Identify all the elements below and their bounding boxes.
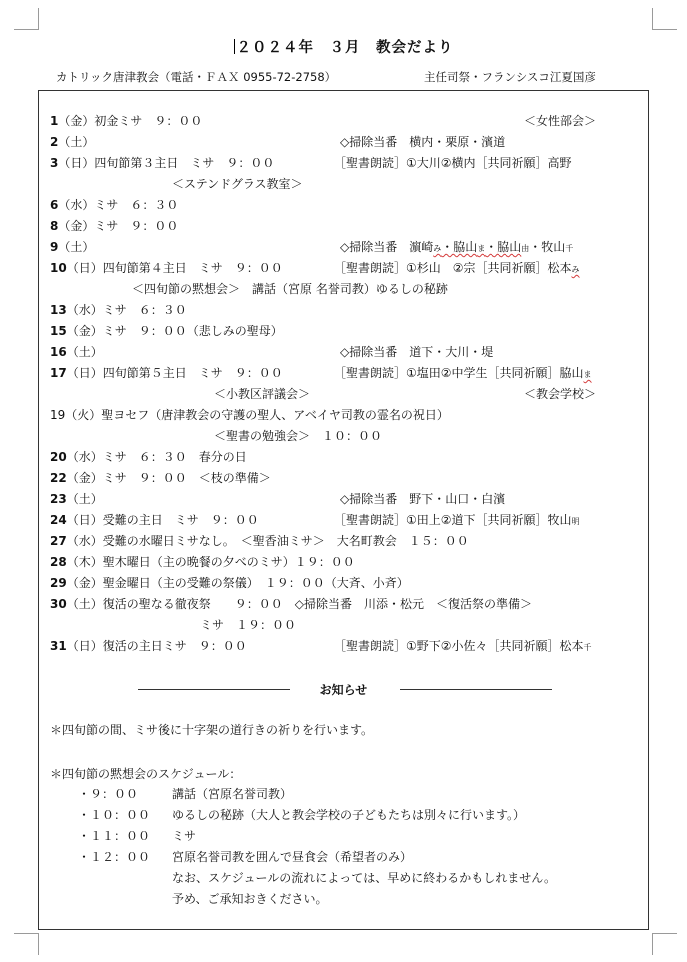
day-number: 28 xyxy=(50,555,67,569)
day-number: 2 xyxy=(50,135,59,149)
day-number: 8 xyxy=(50,219,59,233)
schedule-row xyxy=(50,407,449,423)
day-number: 31 xyxy=(50,639,67,653)
event-note: ＜聖書の勉強会＞ １０：００ xyxy=(214,429,383,443)
weekday: （日） xyxy=(58,156,95,170)
schedule-row xyxy=(50,323,283,339)
notice-heading: お知らせ xyxy=(319,683,368,697)
retreat-time: ・１１：００ xyxy=(78,829,151,843)
event-note: ミサ １９：００ xyxy=(200,618,297,632)
crop-mark xyxy=(14,933,39,934)
day-number: 27 xyxy=(50,534,67,548)
document-title xyxy=(0,36,687,57)
event-text: ミサ ６：３０ xyxy=(102,303,187,317)
crop-mark xyxy=(38,933,39,955)
weekday: （日） xyxy=(66,513,103,527)
schedule-frame xyxy=(38,90,649,930)
reading-assignment: ［聖書朗読］①大川②横内［共同祈願］高野 xyxy=(334,156,572,170)
schedule-row xyxy=(50,470,271,486)
event-note: ＜ステンドグラス教室＞ xyxy=(172,177,303,191)
schedule-row xyxy=(50,260,283,276)
event-text: 聖木曜日（主の晩餐の夕べのミサ）１９：００ xyxy=(102,555,355,569)
name-suffix: 明 xyxy=(571,517,580,526)
weekday: （土） xyxy=(58,240,95,254)
schedule-row xyxy=(50,239,94,255)
retreat-desc: 講話（宮原名誉司教） xyxy=(172,787,293,801)
day-number: 9 xyxy=(50,240,59,254)
name-suffix: み xyxy=(571,265,580,274)
day-number: 23 xyxy=(50,492,67,506)
day-number: 3 xyxy=(50,156,59,170)
event-text: 初金ミサ ９：００ xyxy=(94,114,203,128)
name-suffix: ま xyxy=(477,244,486,253)
weekday: （木） xyxy=(66,555,103,569)
event-text: 復活の聖なる徹夜祭 ９：００ ◇掃除当番 川添・松元 ＜復活祭の準備＞ xyxy=(102,597,532,611)
weekday: （金） xyxy=(66,324,103,338)
weekday: （土） xyxy=(66,345,103,359)
day-number: 22 xyxy=(50,471,67,485)
weekday: （水） xyxy=(66,534,103,548)
event-text: 四旬節第５主日 ミサ ９：００ xyxy=(102,366,283,380)
weekday: （日） xyxy=(66,261,103,275)
day-number: 30 xyxy=(50,597,67,611)
name-suffix: 千 xyxy=(565,244,574,253)
weekday: （水） xyxy=(66,450,103,464)
schedule-row xyxy=(50,365,283,381)
event-text: 受難の主日 ミサ ９：００ xyxy=(102,513,259,527)
day-number: 29 xyxy=(50,576,67,590)
name-suffix: み xyxy=(433,244,442,253)
schedule-row xyxy=(50,134,94,150)
schedule-row xyxy=(50,533,469,549)
schedule-row xyxy=(50,218,178,234)
event-text: 復活の主日ミサ ９：００ xyxy=(102,639,247,653)
schedule-row xyxy=(50,638,247,654)
weekday: （金） xyxy=(58,114,95,128)
day-number: 20 xyxy=(50,450,67,464)
event-note: ＜教会学校＞ xyxy=(524,387,597,401)
weekday: （土） xyxy=(58,135,95,149)
weekday: （日） xyxy=(66,366,103,380)
event-text: ミサ ６：３０ xyxy=(94,198,179,212)
event-text: ミサ ９：００（悲しみの聖母） xyxy=(102,324,283,338)
reading-assignment xyxy=(334,365,592,383)
retreat-time: ・１２：００ xyxy=(78,850,151,864)
event-text: ミサ ６：３０ 春分の日 xyxy=(102,450,247,464)
church-contact: カトリック唐津教会（電話・ＦＡＸ 0955-72-2758） xyxy=(56,70,337,84)
schedule-row xyxy=(50,113,202,129)
event-text: 四旬節第４主日 ミサ ９：００ xyxy=(102,261,283,275)
retreat-time: ・９：００ xyxy=(78,787,139,801)
day-number: 1 xyxy=(50,114,59,128)
schedule-row xyxy=(50,449,247,465)
day-number: 6 xyxy=(50,198,59,212)
day-number: 15 xyxy=(50,324,67,338)
reading-text: ［聖書朗読］①塩田②中学生［共同祈願］脇山 xyxy=(334,366,584,380)
schedule-row xyxy=(50,596,532,612)
weekday: （水） xyxy=(58,198,95,212)
notice-item: ＊四旬節の黙想会のスケジュール： xyxy=(50,767,242,781)
title-text: ２０２４年 ３月 教会だより xyxy=(236,39,454,56)
weekday: （日） xyxy=(66,639,103,653)
notice-item: ＊四旬節の間、ミサ後に十字架の道行きの祈りを行います。 xyxy=(50,723,374,737)
duty-text: ・脇山 xyxy=(441,240,478,254)
cleaning-duty xyxy=(340,239,573,257)
event-note: ＜女性部会＞ xyxy=(524,114,597,128)
weekday: （火） xyxy=(65,408,102,422)
weekday: （金） xyxy=(66,471,103,485)
priest-name: 主任司祭・フランシスコ江夏国彦 xyxy=(424,70,596,84)
retreat-note: なお、スケジュールの流れによっては、早めに終わるかもしれません。 xyxy=(172,871,557,885)
text-cursor xyxy=(234,39,235,54)
event-note: ＜四旬節の黙想会＞ 講話（宮原 名誉司教）ゆるしの秘跡 xyxy=(132,282,448,296)
schedule-row xyxy=(50,554,355,570)
duty-text: ・牧山 xyxy=(529,240,566,254)
schedule-row xyxy=(50,512,259,528)
cleaning-duty: ◇掃除当番 横内・栗原・濱道 xyxy=(340,135,506,149)
weekday: （金） xyxy=(58,219,95,233)
retreat-note: 予め、ご承知おきください。 xyxy=(172,892,328,906)
schedule-row xyxy=(50,197,178,213)
schedule-row xyxy=(50,575,409,591)
retreat-desc: ミサ xyxy=(172,829,197,843)
reading-text: ［聖書朗読］①野下②小佐々［共同祈願］松本 xyxy=(334,639,584,653)
crop-mark xyxy=(14,29,39,30)
event-text: ミサ ９：００ ＜枝の準備＞ xyxy=(102,471,271,485)
event-text: 聖金曜日（主の受難の祭儀） １９：００（大斉、小斉） xyxy=(102,576,409,590)
event-text: 四旬節第３主日 ミサ ９：００ xyxy=(94,156,275,170)
reading-text: ［聖書朗読］①田上②道下［共同祈願］牧山 xyxy=(334,513,572,527)
day-number: 13 xyxy=(50,303,67,317)
crop-mark xyxy=(652,933,677,934)
weekday: （水） xyxy=(66,303,103,317)
event-note: ＜小教区評議会＞ xyxy=(214,387,311,401)
retreat-time: ・１０：００ xyxy=(78,808,151,822)
crop-mark xyxy=(652,8,653,30)
weekday: （金） xyxy=(66,576,103,590)
duty-text: ◇掃除当番 濵崎 xyxy=(340,240,434,254)
weekday: （土） xyxy=(66,597,103,611)
weekday: （土） xyxy=(66,492,103,506)
divider-right xyxy=(400,689,552,690)
schedule-row xyxy=(50,155,274,171)
event-text: 聖ヨセフ（唐津教会の守護の聖人、アベイヤ司教の霊名の祝日） xyxy=(101,408,449,422)
cleaning-duty: ◇掃除当番 野下・山口・白濱 xyxy=(340,492,506,506)
name-suffix: ま xyxy=(583,370,592,379)
retreat-desc: 宮原名誉司教を囲んで昼食会（希望者のみ） xyxy=(172,850,413,864)
reading-assignment xyxy=(334,512,580,530)
name-suffix: 千 xyxy=(583,643,592,652)
event-text: ミサ ９：００ xyxy=(94,219,179,233)
day-number: 17 xyxy=(50,366,67,380)
schedule-row xyxy=(50,344,103,360)
crop-mark xyxy=(652,29,677,30)
reading-assignment xyxy=(334,638,592,656)
crop-mark xyxy=(652,933,653,955)
cleaning-duty: ◇掃除当番 道下・大川・堤 xyxy=(340,345,494,359)
day-number: 16 xyxy=(50,345,67,359)
retreat-desc: ゆるしの秘跡（大人と教会学校の子どもたちは別々に行います。） xyxy=(172,808,526,822)
duty-text: ・脇山 xyxy=(485,240,522,254)
day-number: 19 xyxy=(50,408,66,422)
schedule-row xyxy=(50,302,187,318)
event-text: 受難の水曜日ミサなし。 ＜聖香油ミサ＞ 大名町教会 １５：００ xyxy=(102,534,469,548)
name-suffix: 由 xyxy=(521,244,530,253)
day-number: 10 xyxy=(50,261,67,275)
reading-text: ［聖書朗読］①杉山 ②宗［共同祈願］松本 xyxy=(334,261,572,275)
schedule-row xyxy=(50,491,103,507)
crop-mark xyxy=(38,8,39,30)
day-number: 24 xyxy=(50,513,67,527)
reading-assignment xyxy=(334,260,580,278)
